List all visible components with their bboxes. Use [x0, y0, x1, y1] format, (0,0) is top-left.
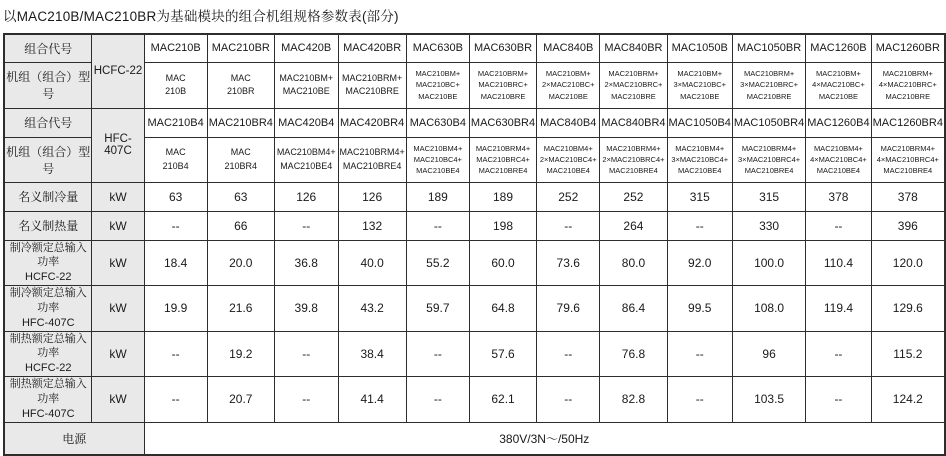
- spec-row-label: 制冷额定总输入功率 HFC-407C: [4, 286, 92, 332]
- spec-value-cell: --: [537, 377, 600, 423]
- combo-code-cell: MAC630BR4: [469, 108, 536, 137]
- model-combo-cell: MAC210BRM4+ MAC210BRC4+ MAC210BRE4: [469, 137, 536, 182]
- spec-value-cell: 92.0: [667, 240, 732, 286]
- spec-value-cell: 120.0: [871, 240, 945, 286]
- unit-cell: kW: [92, 286, 144, 332]
- combo-code-cell: MAC1050B: [667, 34, 732, 62]
- spec-value-cell: 38.4: [338, 331, 406, 377]
- table-row: [4, 62, 945, 108]
- spec-value-cell: 108.0: [732, 286, 805, 332]
- combo-code-cell: MAC210BR4: [207, 108, 274, 137]
- spec-value-cell: 129.6: [871, 286, 945, 332]
- page-title: 以MAC210B/MAC210BR为基础模块的组合机组规格参数表(部分): [3, 9, 399, 24]
- spec-value-cell: 82.8: [600, 377, 667, 423]
- spec-value-cell: 99.5: [667, 286, 732, 332]
- combo-code-cell: MAC1260BR4: [871, 108, 945, 137]
- combo-code-cell: MAC1260B: [806, 34, 871, 62]
- spec-value-cell: --: [537, 331, 600, 377]
- refrigerant-label: HCFC-22: [92, 34, 144, 108]
- spec-value-cell: 96: [732, 331, 805, 377]
- combo-code-cell: MAC840B: [537, 34, 600, 62]
- spec-value-cell: 41.4: [338, 377, 406, 423]
- model-combo-cell: MAC210BM4+ MAC210BE4: [274, 137, 338, 182]
- model-combo-cell: MAC210BM+ 2×MAC210BC+ MAC210BE: [537, 62, 600, 108]
- spec-value-cell: 60.0: [469, 240, 536, 286]
- spec-value-cell: 55.2: [406, 240, 469, 286]
- unit-cell: kW: [92, 211, 144, 240]
- table-row: [4, 108, 945, 137]
- spec-value-cell: 86.4: [600, 286, 667, 332]
- spec-value-cell: 189: [469, 182, 536, 211]
- model-combo-cell: MAC210BM4+ 4×MAC210BC4+ MAC210BE4: [806, 137, 871, 182]
- model-combo-cell: MAC210BRM4+ 3×MAC210BRC4+ MAC210BRE4: [732, 137, 805, 182]
- spec-value-cell: --: [667, 331, 732, 377]
- spec-value-cell: 21.6: [207, 286, 274, 332]
- spec-value-cell: 64.8: [469, 286, 536, 332]
- spec-value-cell: 59.7: [406, 286, 469, 332]
- spec-value-cell: --: [806, 211, 871, 240]
- spec-value-cell: 80.0: [600, 240, 667, 286]
- spec-value-cell: 252: [537, 182, 600, 211]
- table-row: [4, 331, 945, 377]
- spec-value-cell: --: [667, 211, 732, 240]
- spec-value-cell: 36.8: [274, 240, 338, 286]
- model-combo-cell: MAC210BM4+ 2×MAC210BC4+ MAC210BE4: [537, 137, 600, 182]
- spec-value-cell: 20.7: [207, 377, 274, 423]
- table-row: [4, 137, 945, 182]
- model-combo-cell: MAC210BRM+ 2×MAC210BRC+ MAC210BRE: [600, 62, 667, 108]
- spec-value-cell: 63: [144, 182, 207, 211]
- spec-value-cell: 378: [871, 182, 945, 211]
- combo-code-cell: MAC1260B4: [806, 108, 871, 137]
- spec-value-cell: 20.0: [207, 240, 274, 286]
- model-combo-cell: MAC210BRM+ MAC210BRC+ MAC210BRE: [469, 62, 536, 108]
- spec-value-cell: --: [406, 377, 469, 423]
- table-row: [4, 182, 945, 211]
- spec-value-cell: 66: [207, 211, 274, 240]
- model-combo-cell: MAC210BM+ MAC210BE: [274, 62, 338, 108]
- combo-code-cell: MAC210B4: [144, 108, 207, 137]
- spec-value-cell: 110.4: [806, 240, 871, 286]
- combo-code-cell: MAC420BR4: [338, 108, 406, 137]
- spec-value-cell: --: [806, 377, 871, 423]
- model-row-label: 机组（组合）型号: [4, 137, 92, 182]
- model-combo-cell: MAC210BM+ 4×MAC210BC+ MAC210BE: [806, 62, 871, 108]
- spec-value-cell: --: [406, 211, 469, 240]
- spec-value-cell: 39.8: [274, 286, 338, 332]
- table-row: [4, 211, 945, 240]
- spec-value-cell: 315: [732, 182, 805, 211]
- table-row: [4, 240, 945, 286]
- combo-code-cell: MAC1050B4: [667, 108, 732, 137]
- model-combo-cell: MAC210BM4+ MAC210BC4+ MAC210BE4: [406, 137, 469, 182]
- combo-code-cell: MAC420BR: [338, 34, 406, 62]
- model-combo-cell: MAC210BRM4+ MAC210BRE4: [338, 137, 406, 182]
- unit-cell: kW: [92, 377, 144, 423]
- spec-row-label: 制热额定总输入功率 HFC-407C: [4, 377, 92, 423]
- spec-row-label: 名义制热量: [4, 211, 92, 240]
- table-row: [4, 422, 945, 455]
- combo-code-cell: MAC210BR: [207, 34, 274, 62]
- combo-code-cell: MAC1050BR: [732, 34, 805, 62]
- spec-value-cell: --: [144, 211, 207, 240]
- spec-value-cell: 198: [469, 211, 536, 240]
- combo-code-cell: MAC1050BR4: [732, 108, 805, 137]
- spec-value-cell: 62.1: [469, 377, 536, 423]
- model-combo-cell: MAC210BRM4+ 2×MAC210BRC4+ MAC210BRE4: [600, 137, 667, 182]
- spec-value-cell: 396: [871, 211, 945, 240]
- spec-value-cell: 252: [600, 182, 667, 211]
- model-combo-cell: MAC210BRM4+ 4×MAC210BRC4+ MAC210BRE4: [871, 137, 945, 182]
- combo-code-cell: MAC630BR: [469, 34, 536, 62]
- table-row: [4, 286, 945, 332]
- power-value-cell: 380V/3N～/50Hz: [144, 422, 945, 455]
- spec-value-cell: 115.2: [871, 331, 945, 377]
- spec-value-cell: 124.2: [871, 377, 945, 423]
- spec-value-cell: 315: [667, 182, 732, 211]
- spec-row-label: 制热额定总输入功率 HCFC-22: [4, 331, 92, 377]
- spec-value-cell: --: [667, 377, 732, 423]
- spec-row-label: 名义制冷量: [4, 182, 92, 211]
- refrigerant-label: HFC-407C: [92, 108, 144, 182]
- spec-value-cell: 132: [338, 211, 406, 240]
- combo-code-cell: MAC840B4: [537, 108, 600, 137]
- unit-cell: kW: [92, 182, 144, 211]
- combo-code-cell: MAC630B4: [406, 108, 469, 137]
- combo-code-cell: MAC1260BR: [871, 34, 945, 62]
- unit-cell: kW: [92, 240, 144, 286]
- spec-value-cell: --: [274, 331, 338, 377]
- spec-value-cell: 79.6: [537, 286, 600, 332]
- spec-value-cell: 264: [600, 211, 667, 240]
- table-row: [4, 377, 945, 423]
- combo-code-cell: MAC420B: [274, 34, 338, 62]
- model-combo-cell: MAC210BRM+ 3×MAC210BRC+ MAC210BRE: [732, 62, 805, 108]
- combo-code-cell: MAC210B: [144, 34, 207, 62]
- combo-code-row-label: 组合代号: [4, 108, 92, 137]
- spec-value-cell: 43.2: [338, 286, 406, 332]
- spec-value-cell: 19.9: [144, 286, 207, 332]
- model-row-label: 机组（组合）型号: [4, 62, 92, 108]
- spec-table: [3, 33, 946, 456]
- combo-code-cell: MAC840BR: [600, 34, 667, 62]
- spec-value-cell: --: [806, 331, 871, 377]
- spec-value-cell: 126: [338, 182, 406, 211]
- spec-value-cell: --: [537, 211, 600, 240]
- spec-value-cell: 330: [732, 211, 805, 240]
- power-row-label: 电源: [4, 422, 144, 455]
- combo-code-cell: MAC630B: [406, 34, 469, 62]
- spec-value-cell: 103.5: [732, 377, 805, 423]
- spec-value-cell: 76.8: [600, 331, 667, 377]
- model-combo-cell: MAC210BM+ 3×MAC210BC+ MAC210BE: [667, 62, 732, 108]
- spec-value-cell: --: [274, 377, 338, 423]
- model-combo-cell: MAC 210BR: [207, 62, 274, 108]
- model-combo-cell: MAC 210B: [144, 62, 207, 108]
- spec-value-cell: 189: [406, 182, 469, 211]
- spec-value-cell: 73.6: [537, 240, 600, 286]
- spec-row-label: 制冷额定总输入功率 HCFC-22: [4, 240, 92, 286]
- spec-value-cell: --: [274, 211, 338, 240]
- spec-value-cell: --: [144, 377, 207, 423]
- combo-code-row-label: 组合代号: [4, 34, 92, 62]
- model-combo-cell: MAC210BM+ MAC210BC+ MAC210BE: [406, 62, 469, 108]
- model-combo-cell: MAC210BRM+ 4×MAC210BRC+ MAC210BRE: [871, 62, 945, 108]
- table-row: [4, 34, 945, 62]
- spec-value-cell: 63: [207, 182, 274, 211]
- model-combo-cell: MAC 210B4: [144, 137, 207, 182]
- spec-value-cell: 119.4: [806, 286, 871, 332]
- spec-value-cell: 40.0: [338, 240, 406, 286]
- model-combo-cell: MAC210BRM+ MAC210BRE: [338, 62, 406, 108]
- spec-value-cell: --: [144, 331, 207, 377]
- combo-code-cell: MAC840BR4: [600, 108, 667, 137]
- spec-value-cell: 18.4: [144, 240, 207, 286]
- unit-cell: kW: [92, 331, 144, 377]
- spec-value-cell: 100.0: [732, 240, 805, 286]
- spec-value-cell: 378: [806, 182, 871, 211]
- spec-value-cell: 19.2: [207, 331, 274, 377]
- model-combo-cell: MAC 210BR4: [207, 137, 274, 182]
- spec-value-cell: 126: [274, 182, 338, 211]
- model-combo-cell: MAC210BM4+ 3×MAC210BC4+ MAC210BE4: [667, 137, 732, 182]
- spec-value-cell: --: [406, 331, 469, 377]
- combo-code-cell: MAC420B4: [274, 108, 338, 137]
- spec-value-cell: 57.6: [469, 331, 536, 377]
